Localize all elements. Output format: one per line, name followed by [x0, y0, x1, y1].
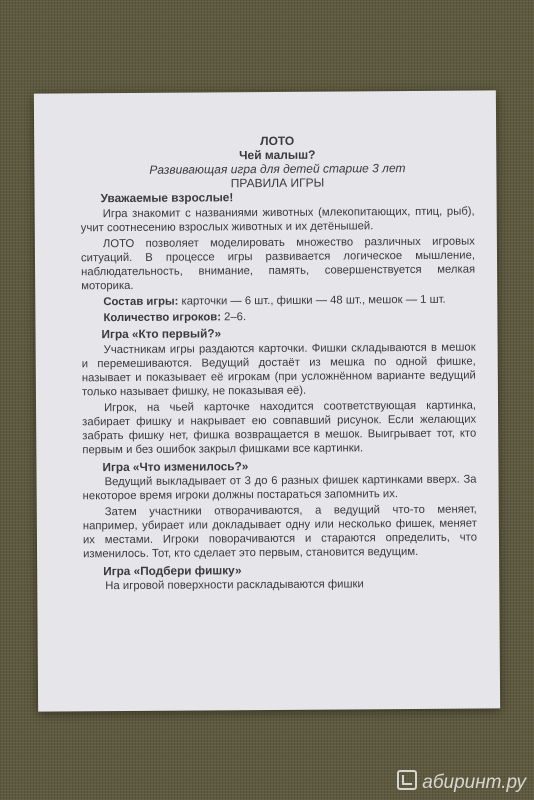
players-line: [81, 309, 475, 326]
game1-paragraph-1: Участникам игры раздаются карточки. Фишки складываются в мешок и перемешиваются. Ведущий достаёт из мешка по одной фишке, называет и показывает её игрокам (при усложнённом варианте ведущий только называет фишку, не показывая её).: [81, 341, 476, 399]
game2-heading: Игра «Что изменилось?»: [102, 458, 249, 474]
watermark-text: абиринт.ру: [422, 772, 526, 793]
game-title: ЛОТО: [260, 133, 295, 149]
rules-sheet: [34, 90, 500, 711]
greeting-heading: Уважаемые взрослые!: [100, 190, 234, 206]
players-text: 2–6.: [220, 311, 247, 324]
contents-line: [81, 293, 475, 310]
rules-heading: ПРАВИЛА ИГРЫ: [230, 175, 325, 191]
contents-label: Состав игры:: [103, 295, 179, 309]
intro-paragraph-1: Игра знакомит с названиями животных (млекопитающих, птиц, рыб), учит соотнесению взрослых животных и их детёнышей.: [80, 205, 475, 234]
contents-text: карточки — 6 шт., фишки — 48 шт., мешок — 1 шт.: [178, 293, 446, 308]
game-subtitle: Чей малыш?: [239, 147, 316, 163]
watermark-logo-icon: [397, 770, 417, 790]
players-label: Количество игроков:: [103, 311, 222, 325]
age-tagline: Развивающая игра для детей старше 3 лет: [149, 161, 406, 177]
game2-paragraph-1: Ведущий выкладывает от 3 до 6 разных фишек картинками вверх. За некоторое время игроки должны постараться запомнить их.: [82, 473, 477, 503]
game1-heading: Игра «Кто первый?»: [101, 326, 222, 342]
intro-paragraph-2: ЛОТО позволяет моделировать множество различных игровых ситуаций. В процессе игры развивается логическое мышление, наблюдательность, внимание, память, совершенствуется мелкая моторика.: [80, 235, 476, 293]
game1-paragraph-2: Игрок, на чьей карточке находится соответствующая картинка, забирает фишку и накрывает ею совпавший рисунок. Если желающих забрать фишку нет, фишка возвращается в мешок. Выигрывает тот, кто первым и без ошибок закрыл фишками все картинки.: [82, 399, 477, 457]
game3-paragraph-1: На игровой поверхности раскладываются фишки: [105, 578, 364, 593]
game2-paragraph-2: Затем участники отворачиваются, а ведущий что-то меняет, например, убирает или докладывает одну или несколько фишек, меняет их местами. Игроки поворачиваются и стараются определить, что изменилось. Тот, кто сделает это первым, становится ведущим.: [82, 503, 478, 561]
site-watermark: [397, 770, 526, 794]
rules-content: [80, 133, 477, 596]
game3-heading: Игра «Подбери фишку»: [103, 562, 242, 578]
